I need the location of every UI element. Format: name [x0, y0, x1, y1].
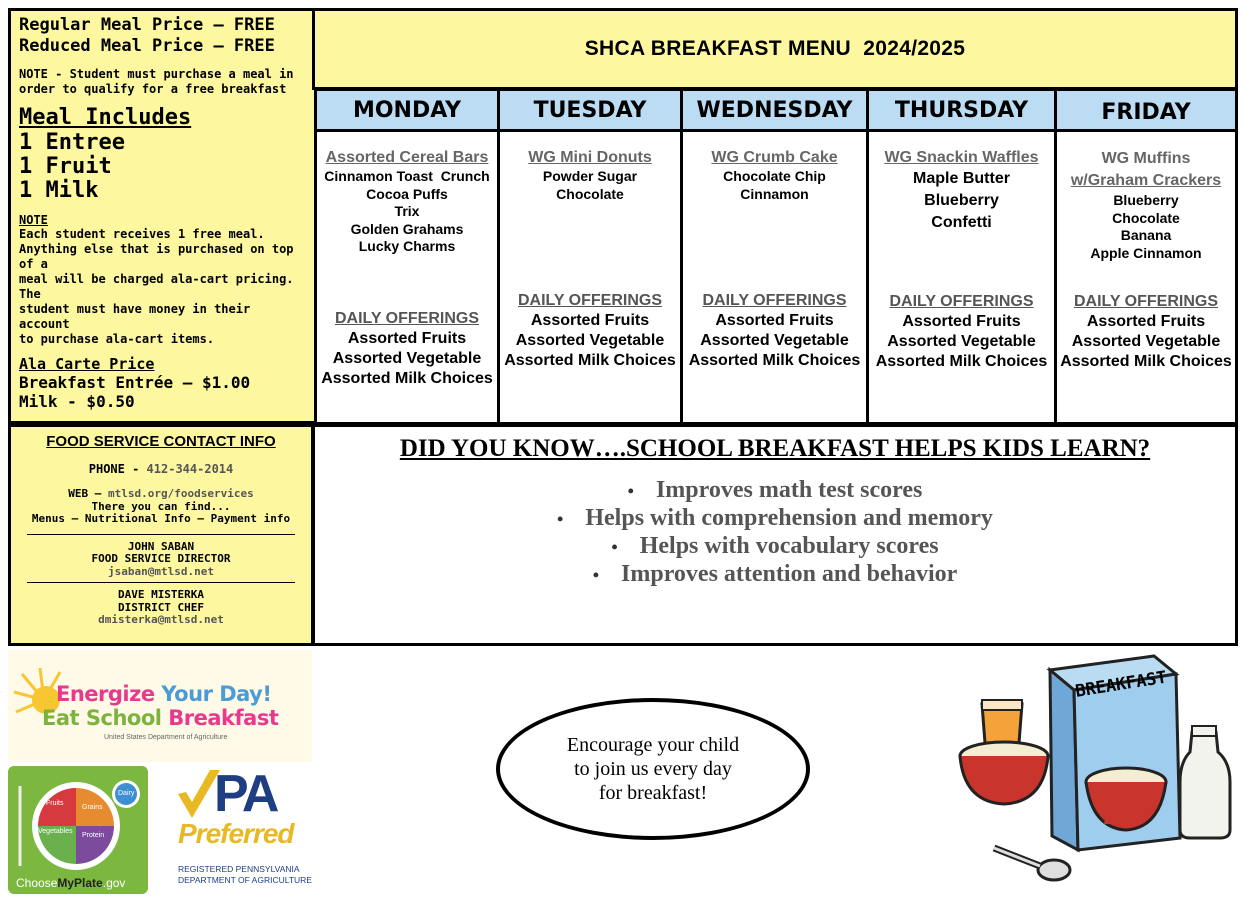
ala-carte-entree: Breakfast Entrée — $1.00 [19, 373, 251, 392]
pa-preferred-logo [168, 766, 312, 894]
find-text: There you can find... [91, 499, 231, 513]
daily-offering: Assorted Vegetable [1071, 333, 1221, 350]
day-header-monday [314, 88, 500, 132]
daily-offering: Assorted Vegetable [887, 333, 1036, 350]
flavor: Cinnamon Toast Crunch [324, 168, 490, 184]
person1-title: FOOD SERVICE DIRECTOR [91, 552, 231, 565]
ala-carte-heading: Ala Carte Price [19, 355, 155, 373]
note-line: student must have money in their account [19, 302, 251, 331]
day-header-wednesday [680, 88, 869, 132]
note-line: meal will be charged ala-cart pricing. The [19, 272, 294, 301]
encourage-line: Encourage your child [566, 734, 740, 756]
menu-item-title: WG Mini Donuts [528, 149, 652, 166]
benefit-bullet: • Helps with comprehension and memory [557, 505, 993, 531]
benefit-text: Improves attention and behavior [621, 561, 958, 587]
meal-includes-heading: Meal Includes [19, 105, 192, 130]
benefit-text: Improves math test scores [655, 477, 923, 503]
day-header-tuesday [497, 88, 683, 132]
menu-item-title-line2: w/Graham Crackers [1070, 172, 1222, 189]
menu-item-title: Assorted Cereal Bars [325, 149, 489, 166]
meal-include-fruit: 1 Fruit [19, 154, 112, 179]
note-heading: NOTE [19, 213, 48, 227]
day-header-thursday [866, 88, 1057, 132]
benefit-text: Helps with comprehension and memory [585, 505, 993, 531]
daily-offering: Assorted Fruits [1086, 313, 1206, 330]
person1-name: JOHN SABAN [127, 539, 195, 553]
pa-caption-1: REGISTERED PENNSYLVANIA [178, 864, 300, 874]
contact-heading: FOOD SERVICE CONTACT INFO [46, 433, 276, 450]
menu-item-title: WG Crumb Cake [711, 149, 838, 166]
plate-protein-label: Protein [82, 832, 105, 839]
did-you-know-title: DID YOU KNOW….SCHOOL BREAKFAST HELPS KIDS LEARN? [399, 435, 1151, 462]
web-link[interactable]: mtlsd.org/foodservices [108, 487, 254, 500]
divider [27, 534, 295, 535]
day-name: WEDNESDAY [696, 97, 853, 123]
find-items: Menus — Nutritional Info — Payment info [31, 512, 291, 525]
daily-offering: Assorted Vegetable [332, 349, 482, 367]
web-line [11, 488, 311, 501]
purchase-note-line2: order to qualify for a free breakfast [19, 82, 287, 96]
daily-offering: Assorted Milk Choices [504, 352, 676, 369]
flavor: Chocolate [556, 185, 624, 202]
myplate-brand [16, 876, 125, 890]
flavor: Chocolate [1112, 209, 1180, 226]
ala-carte-milk: Milk - $0.50 [19, 392, 135, 411]
daily-offering: Assorted Milk Choices [1060, 353, 1232, 370]
daily-offerings-heading: DAILY OFFERINGS [517, 292, 663, 309]
encourage-oval [496, 698, 810, 840]
myplate-logo [8, 766, 148, 894]
reduced-price: Reduced Meal Price — FREE [19, 36, 275, 56]
divider [27, 582, 295, 583]
daily-offerings-heading: DAILY OFFERINGS [334, 309, 480, 327]
person2-name: DAVE MISTERKA [117, 588, 205, 601]
day-header-friday [1054, 88, 1238, 132]
day-name: MONDAY [352, 97, 462, 123]
energize-word: Breakfast [168, 706, 279, 730]
contact-panel [8, 424, 314, 646]
energize-word: Energize [56, 682, 155, 706]
day-column-monday [314, 130, 500, 425]
daily-offering: Assorted Milk Choices [688, 352, 861, 369]
daily-offering: Assorted Fruits [902, 313, 1021, 330]
daily-offering: Assorted Vegetable [700, 332, 849, 349]
benefit-text: Helps with vocabulary scores [639, 533, 939, 559]
daily-offering: Assorted Fruits [347, 329, 467, 347]
flavor: Blueberry [924, 192, 999, 209]
day-column-wednesday [680, 130, 869, 425]
daily-offering: Assorted Vegetable [515, 332, 665, 349]
menu-title-box [312, 8, 1238, 90]
menu-title: SHCA BREAKFAST MENU 2024/2025 [584, 37, 966, 60]
energize-word: Your Day! [161, 682, 272, 706]
flavor: Confetti [931, 214, 992, 231]
benefit-bullet: • Improves attention and behavior [592, 561, 958, 587]
day-name: TUESDAY [533, 97, 647, 123]
day-name: FRIDAY [1101, 99, 1191, 125]
daily-offering: Assorted Fruits [530, 312, 650, 329]
flavor: Chocolate Chip [723, 168, 826, 184]
daily-offering: Assorted Milk Choices [875, 353, 1048, 370]
daily-offerings-heading: DAILY OFFERINGS [1073, 293, 1219, 310]
day-column-thursday [866, 130, 1057, 425]
meal-include-milk: 1 Milk [19, 178, 99, 203]
purchase-note-line1: NOTE - Student must purchase a meal in [19, 67, 294, 81]
brand-part: Choose [16, 876, 58, 890]
person1-email[interactable]: jsaban@mtlsd.net [108, 564, 214, 578]
pa-letters: PA [214, 765, 277, 823]
flavor: Golden Grahams [350, 220, 464, 237]
plate-grains-label: Grains [82, 804, 103, 811]
web-label: WEB — [68, 487, 109, 500]
phone-number[interactable]: 412-344-2014 [146, 462, 234, 476]
daily-offerings-heading: DAILY OFFERINGS [702, 292, 847, 309]
flavor: Maple Butter [913, 170, 1010, 187]
breakfast-illustration [954, 652, 1234, 892]
pricing-panel [8, 8, 314, 424]
brand-part: .gov [102, 876, 126, 890]
encourage-line: for breakfast! [598, 782, 708, 804]
flavor: Lucky Charms [358, 238, 456, 254]
benefit-bullet: • Helps with vocabulary scores [611, 533, 939, 559]
day-column-friday [1054, 130, 1238, 425]
benefit-bullet: • Improves math test scores [627, 477, 923, 503]
flavor: Blueberry [1113, 192, 1179, 208]
day-column-tuesday [497, 130, 683, 425]
flavor: Apple Cinnamon [1090, 244, 1202, 261]
plate-vegetables-label: Vegetables [38, 828, 73, 835]
person2-title: DISTRICT CHEF [117, 600, 205, 614]
flavor: Banana [1120, 227, 1172, 243]
encourage-line: to join us every day [574, 758, 732, 780]
brand-part: MyPlate [57, 876, 103, 890]
menu-item-title: WG Muffins [1101, 150, 1191, 167]
note-line: Anything else that is purchased on top of a [19, 242, 294, 271]
daily-offerings-heading: DAILY OFFERINGS [889, 293, 1034, 310]
regular-price: Regular Meal Price — FREE [19, 15, 275, 35]
plate-dairy-label: Dairy [118, 790, 135, 797]
energize-word: Eat School [42, 706, 162, 730]
flavor: Trix [394, 203, 420, 219]
energize-logo [8, 650, 312, 762]
phone-line [11, 462, 311, 476]
cereal-box-label: BREAKFAST [1074, 667, 1169, 702]
daily-offering: Assorted Milk Choices [321, 369, 493, 387]
person2-email[interactable]: dmisterka@mtlsd.net [98, 613, 224, 626]
note-line: to purchase ala-cart items. [19, 332, 215, 346]
daily-offering: Assorted Fruits [715, 312, 834, 329]
plate-fruits-label: Fruits [46, 800, 64, 807]
menu-item-title: WG Snackin Waffles [884, 149, 1039, 166]
flavor: Cocoa Puffs [366, 185, 448, 202]
pa-caption-2: DEPARTMENT OF AGRICULTURE [178, 875, 312, 885]
flavor: Powder Sugar [542, 168, 638, 184]
flavor: Cinnamon [740, 185, 809, 202]
phone-label: PHONE - [88, 462, 147, 476]
day-name: THURSDAY [894, 97, 1029, 123]
did-you-know-panel [312, 424, 1238, 646]
myplate-icon [8, 766, 148, 894]
preferred-word: Preferred [178, 818, 294, 849]
usda-caption: United States Department of Agriculture [104, 734, 228, 741]
meal-include-entree: 1 Entree [19, 130, 125, 155]
note-line: Each student receives 1 free meal. [19, 227, 265, 241]
